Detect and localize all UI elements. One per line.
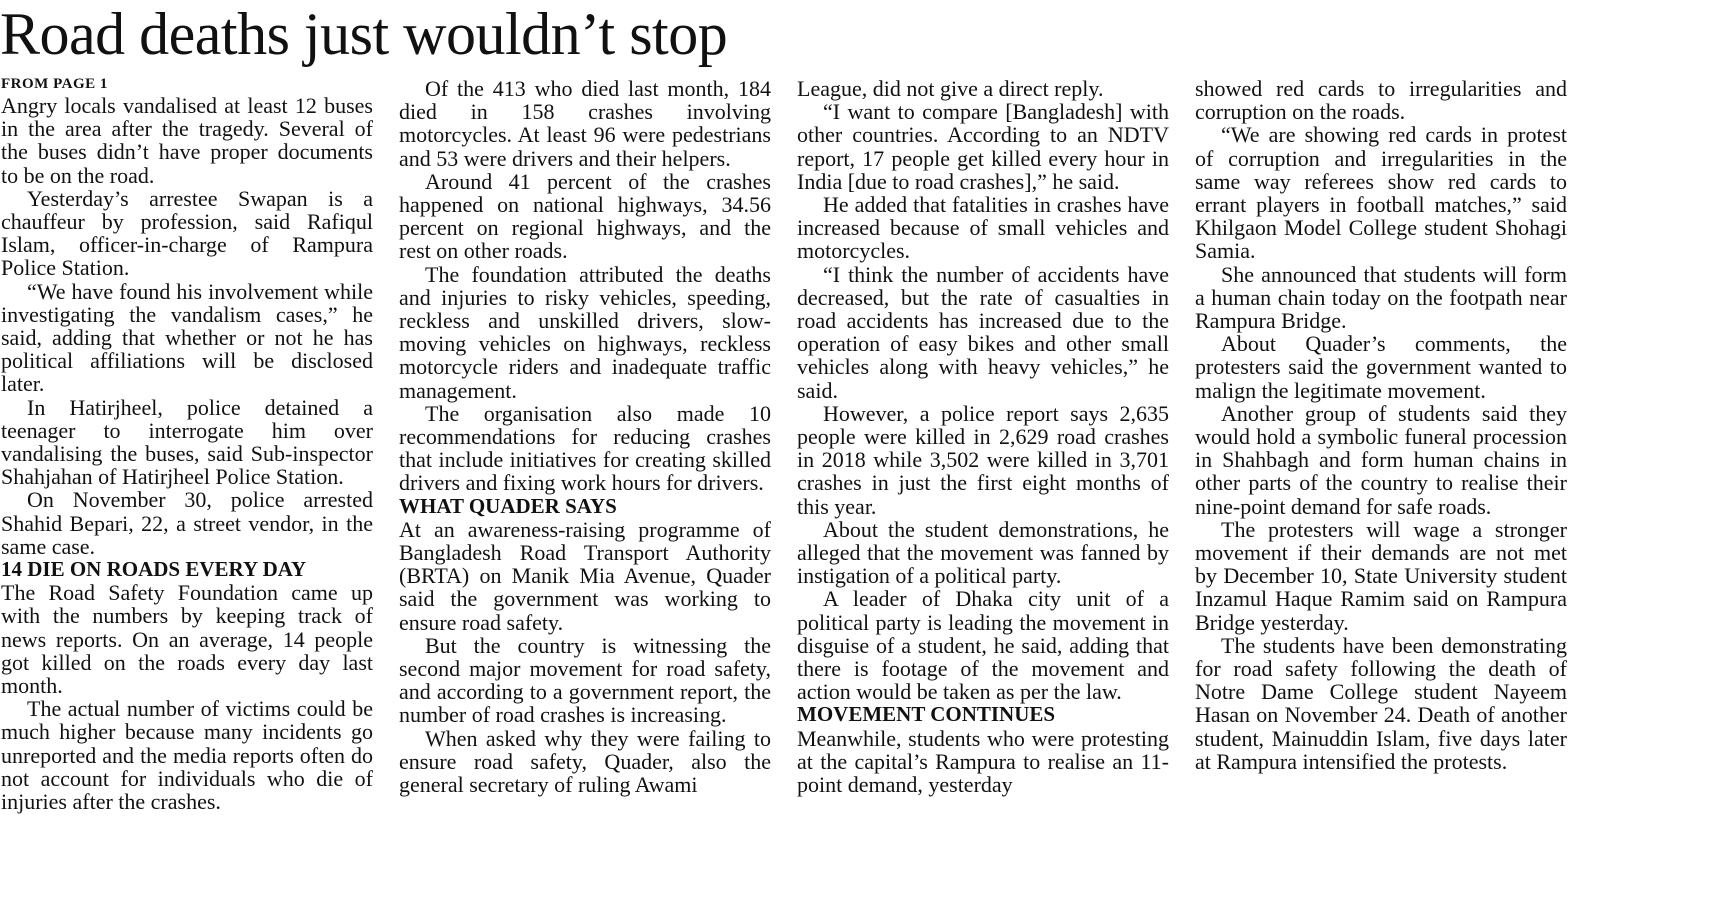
paragraph: About Quader’s comments, the protesters said the government wanted to malign the legitimate movement. xyxy=(1195,331,1567,403)
jump-line: FROM PAGE 1 xyxy=(1,76,108,92)
paragraph: He added that fatalities in crashes have increased because of small vehicles and motorcycles. xyxy=(797,192,1169,264)
subhead: MOVEMENT CONTINUES xyxy=(797,702,1056,727)
paragraph: League, did not give a direct reply. xyxy=(797,76,1104,101)
paragraph: Meanwhile, students who were protesting at the capital’s Rampura to realise an 11-point demand, yesterday xyxy=(797,725,1169,798)
paragraph: The foundation attributed the deaths and injuries to risky vehicles, speeding, reckless and unskilled drivers, slow-moving vehicles on highways, reckless motorcycle riders and inadequate traffic management. xyxy=(399,261,771,403)
paragraph: The Road Safety Foundation came up with the numbers by keeping track of news reports. On an average, 14 people got killed on the roads every day last month. xyxy=(1,580,373,699)
paragraph: When asked why they were failing to ensure road safety, Quader, also the general secretary of ruling Awami xyxy=(399,725,771,798)
headline: Road deaths just wouldn’t stop xyxy=(0,1,728,67)
column-2 xyxy=(399,77,771,796)
paragraph: Angry locals vandalised at least 12 buses in the area after the tragedy. Several of the buses didn’t have proper documents to be on the road. xyxy=(1,93,373,188)
paragraph: Around 41 percent of the crashes happened on national highways, 34.56 percent on regional highways, and the rest on other roads. xyxy=(399,168,771,264)
paragraph: The protesters will wage a stronger movement if their demands are not met by December 10, State University student Inzamul Haque Ramim said on Rampura Bridge yesterday. xyxy=(1195,516,1567,635)
subhead: WHAT QUADER SAYS xyxy=(399,493,617,518)
paragraph: She announced that students will form a human chain today on the footpath near Rampura Bridge. xyxy=(1195,261,1567,334)
paragraph: However, a police report says 2,635 people were killed in 2,629 road crashes in 2018 while 3,502 were killed in 3,701 crashes in just the first eight months of this year. xyxy=(797,400,1169,519)
paragraph: Yesterday’s arrestee Swapan is a chauffeur by profession, said Rafiqul Islam, officer-in-charge of Rampura Police Station. xyxy=(1,185,373,281)
paragraph: The students have been demonstrating for road safety following the death of Notre Dame College student Nayeem Hasan on November 24. Death of another student, Mainuddin Islam, five days later at Rampura intensified the protests. xyxy=(1195,632,1567,774)
subhead: 14 DIE ON ROADS EVERY DAY xyxy=(1,557,307,582)
column-4 xyxy=(1195,77,1567,773)
paragraph: “I think the number of accidents have decreased, but the rate of casualties in road accidents has increased due to the operation of easy bikes and other small vehicles along with heavy vehicles,” he said. xyxy=(797,261,1169,403)
column-3 xyxy=(797,77,1169,796)
paragraph: But the country is witnessing the second major movement for road safety, and according to a government report, the number of road crashes is increasing. xyxy=(399,632,771,728)
paragraph: showed red cards to irregularities and corruption on the roads. xyxy=(1195,76,1567,125)
paragraph: Of the 413 who died last month, 184 died in 158 crashes involving motorcycles. At least 96 were pedestrians and 53 were drivers and their helpers. xyxy=(399,76,771,171)
paragraph: “We are showing red cards in protest of corruption and irregularities in the same way referees show red cards to errant players in football matches,” said Khilgaon Model College student Shohagi Samia. xyxy=(1195,122,1567,264)
column-1 xyxy=(1,77,373,813)
paragraph: “We have found his involvement while investigating the vandalism cases,” he said, adding that whether or not he has political affiliations will be disclosed later. xyxy=(1,278,373,397)
paragraph: On November 30, police arrested Shahid Bepari, 22, a street vendor, in the same case. xyxy=(1,487,373,559)
paragraph: A leader of Dhaka city unit of a political party is leading the movement in disguise of a student, he said, adding that there is footage of the movement and action would be taken as per the law. xyxy=(797,586,1169,705)
paragraph: “I want to compare [Bangladesh] with other countries. According to an NDTV report, 17 people get killed every hour in India [due to road crashes],” he said. xyxy=(797,99,1169,194)
paragraph: The actual number of victims could be much higher because many incidents go unreported and the media reports often do not account for individuals who die of injuries after the crashes. xyxy=(1,696,373,815)
paragraph: The organisation also made 10 recommendations for reducing crashes that include initiatives for creating skilled drivers and fixing work hours for drivers. xyxy=(399,400,771,496)
paragraph: About the student demonstrations, he alleged that the movement was fanned by instigation of a political party. xyxy=(797,516,1169,589)
paragraph: At an awareness-raising programme of Bangladesh Road Transport Authority (BRTA) on Manik Mia Avenue, Quader said the government was working to ensure road safety. xyxy=(399,516,771,635)
paragraph: Another group of students said they would hold a symbolic funeral procession in Shahbagh and form human chains in other parts of the country to realise their nine-point demand for safe roads. xyxy=(1195,400,1567,519)
paragraph: In Hatirjheel, police detained a teenager to interrogate him over vandalising the buses, said Sub-inspector Shahjahan of Hatirjheel Police Station. xyxy=(1,394,373,490)
